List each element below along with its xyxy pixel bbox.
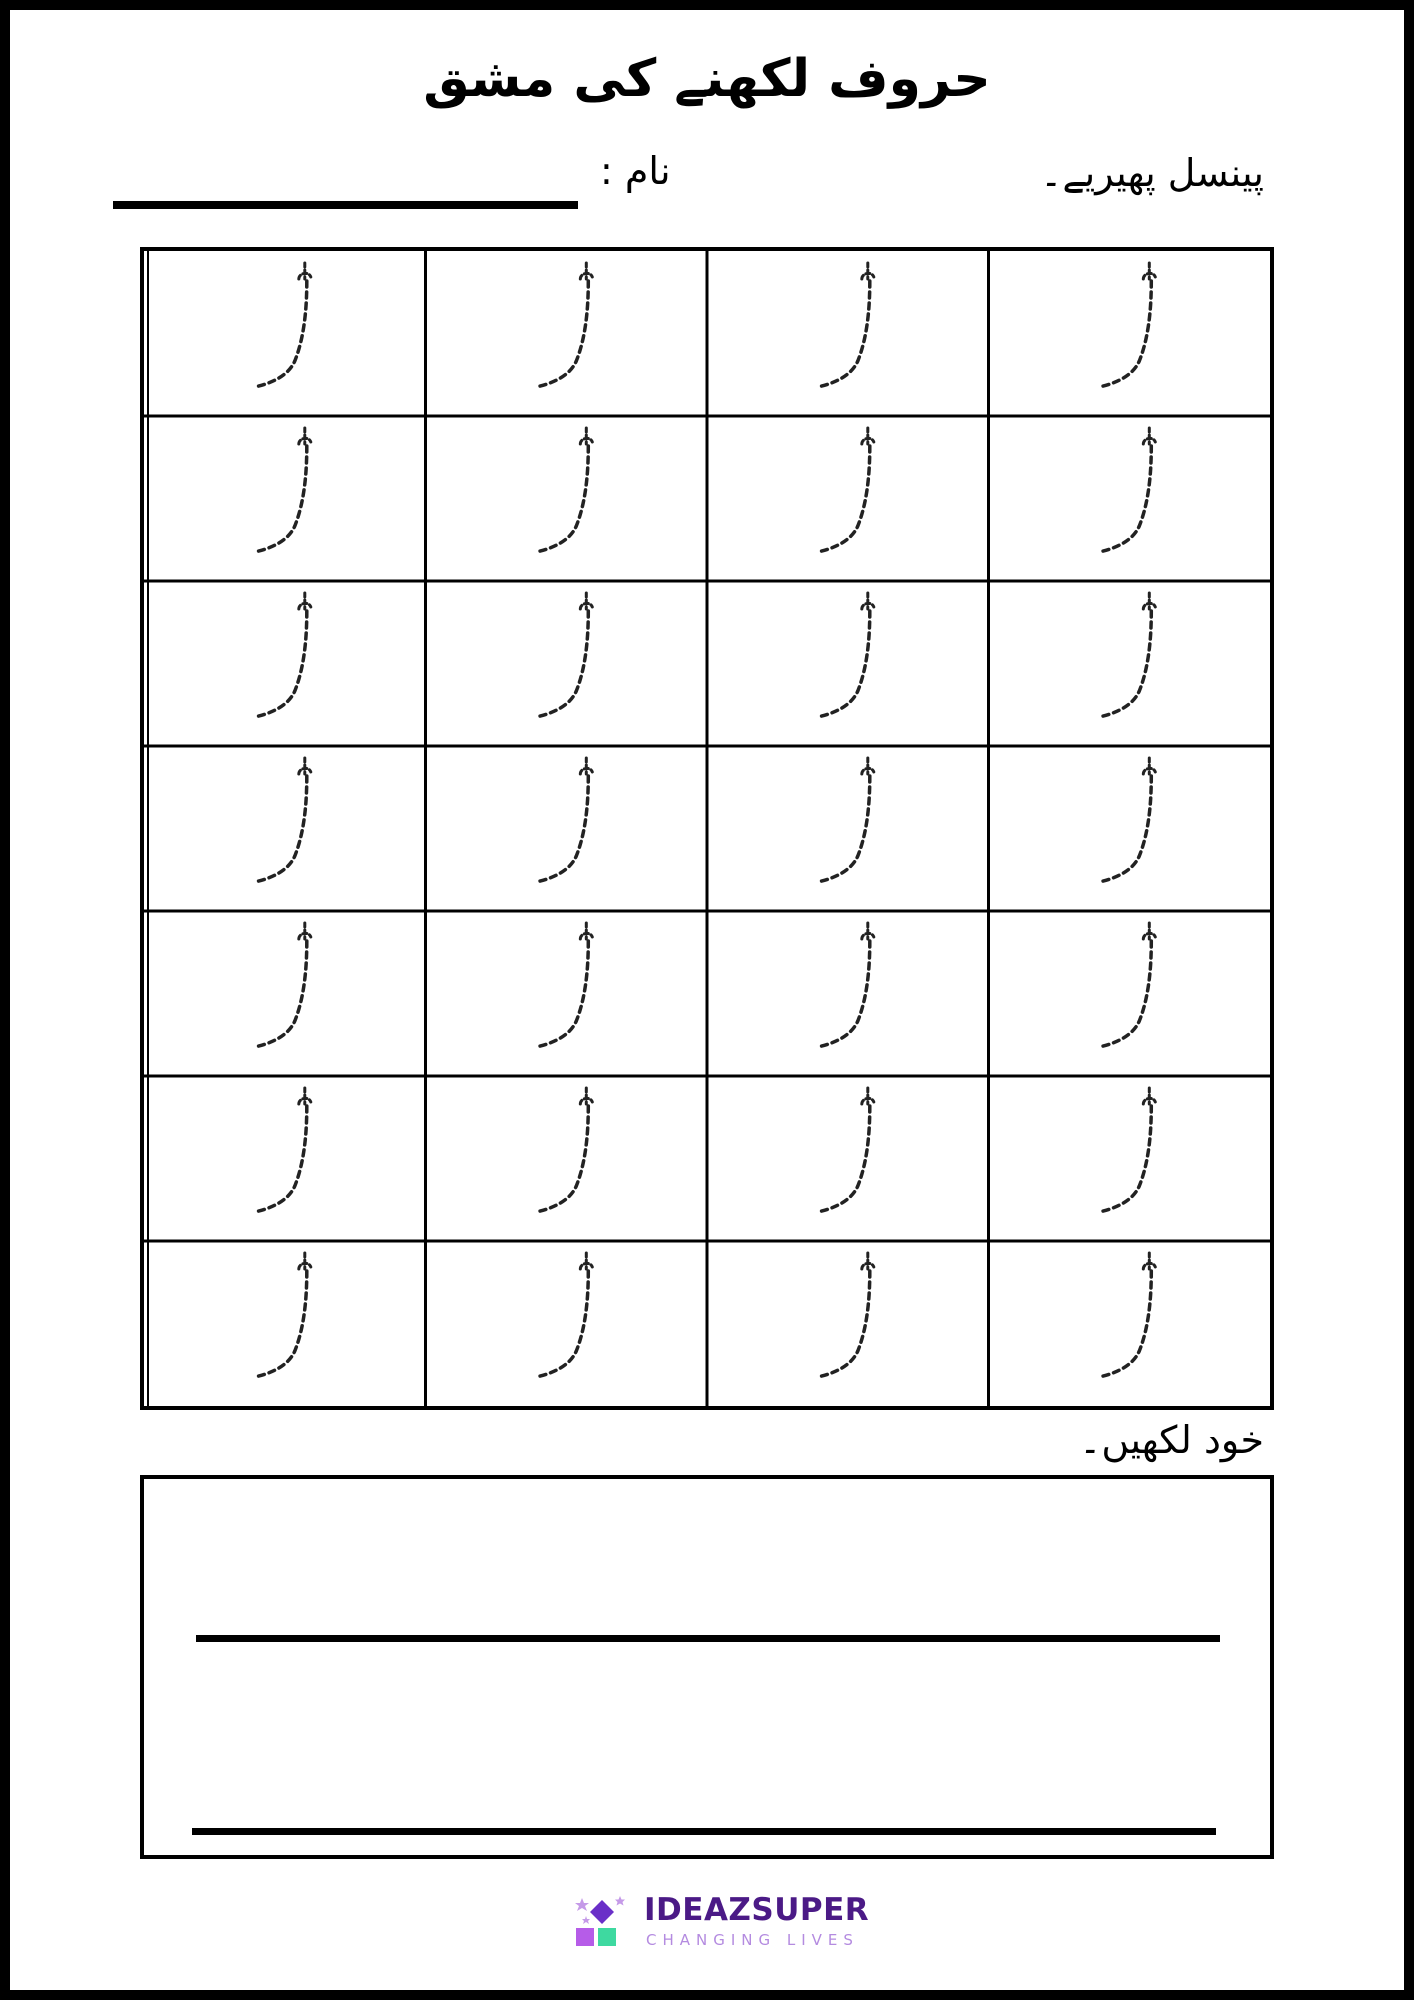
traced-letter [255, 1253, 311, 1377]
traced-letter [536, 1253, 592, 1377]
letter-toe-mark [1143, 1088, 1155, 1104]
letter-toe-mark [580, 923, 592, 939]
traced-letter [818, 1088, 874, 1212]
worksheet-page [10, 10, 1404, 1990]
traced-letter [255, 428, 311, 552]
traced-letter [1099, 263, 1155, 387]
page-title: حروف لکھنے کی مشق [423, 49, 991, 109]
letter-toe-mark [1143, 758, 1155, 774]
letter-stroke [818, 446, 870, 552]
letter-stroke [1099, 941, 1151, 1047]
letter-toe-mark [299, 923, 311, 939]
letter-stroke [536, 941, 588, 1047]
traced-letter [536, 428, 592, 552]
letter-stroke [818, 611, 870, 717]
letter-stroke [818, 776, 870, 882]
letter-stroke [255, 281, 307, 387]
brand-name: IDEAZSUPER [644, 1892, 870, 1928]
traced-letter [255, 923, 311, 1047]
traced-letter [818, 593, 874, 717]
letter-toe-mark [299, 1253, 311, 1269]
write-instruction: خود لکھیں۔ [1079, 1418, 1264, 1462]
letter-toe-mark [1143, 593, 1155, 609]
letter-toe-mark [1143, 923, 1155, 939]
letter-toe-mark [580, 1088, 592, 1104]
brand-logo [572, 1890, 872, 1960]
letter-toe-mark [1143, 263, 1155, 279]
traced-letter [1099, 428, 1155, 552]
letter-toe-mark [299, 1088, 311, 1104]
letter-toe-mark [580, 1253, 592, 1269]
traced-letter [818, 923, 874, 1047]
letter-stroke [536, 1271, 588, 1377]
letter-stroke [1099, 446, 1151, 552]
letter-toe-mark [862, 1253, 874, 1269]
letter-stroke [255, 1106, 307, 1212]
traced-letter [255, 593, 311, 717]
letter-stroke [255, 446, 307, 552]
letter-toe-mark [299, 263, 311, 279]
traced-letter [1099, 923, 1155, 1047]
letter-stroke [1099, 611, 1151, 717]
brand-tagline: CHANGING LIVES [646, 1931, 859, 1949]
letter-stroke [1099, 776, 1151, 882]
letter-toe-mark [299, 593, 311, 609]
letter-toe-mark [580, 428, 592, 444]
letter-toe-mark [862, 923, 874, 939]
letter-stroke [255, 1271, 307, 1377]
letter-stroke [1099, 281, 1151, 387]
letter-toe-mark [580, 263, 592, 279]
name-field-line[interactable] [113, 201, 578, 209]
letter-stroke [536, 611, 588, 717]
letter-stroke [818, 941, 870, 1047]
name-label: نام : [600, 149, 671, 193]
letter-toe-mark [862, 758, 874, 774]
letter-stroke [536, 281, 588, 387]
traced-letter [1099, 593, 1155, 717]
traced-letter [255, 263, 311, 387]
traced-letter [255, 758, 311, 882]
letter-toe-mark [299, 758, 311, 774]
letter-stroke [255, 941, 307, 1047]
traced-letter [536, 1088, 592, 1212]
tracing-grid-drawing [144, 251, 1270, 1406]
traced-letter [536, 758, 592, 882]
letter-toe-mark [580, 758, 592, 774]
letter-stroke [1099, 1271, 1151, 1377]
traced-letter [536, 923, 592, 1047]
traced-letter [255, 1088, 311, 1212]
letter-stroke [536, 446, 588, 552]
letter-toe-mark [1143, 1253, 1155, 1269]
writing-box[interactable] [140, 1475, 1274, 1859]
writing-line [192, 1828, 1216, 1835]
letter-stroke [536, 1106, 588, 1212]
traced-letter [1099, 758, 1155, 882]
traced-letter [536, 263, 592, 387]
letter-stroke [255, 776, 307, 882]
letter-toe-mark [862, 593, 874, 609]
logo-mark-icon [572, 1890, 642, 1960]
letter-stroke [536, 776, 588, 882]
traced-letter [1099, 1253, 1155, 1377]
letter-stroke [818, 1106, 870, 1212]
tracing-grid [140, 247, 1274, 1410]
traced-letter [818, 758, 874, 882]
letter-toe-mark [299, 428, 311, 444]
traced-letter [818, 428, 874, 552]
letter-toe-mark [1143, 428, 1155, 444]
letter-toe-mark [862, 263, 874, 279]
traced-letter [536, 593, 592, 717]
letter-stroke [818, 281, 870, 387]
traced-letter [818, 263, 874, 387]
letter-stroke [1099, 1106, 1151, 1212]
letter-stroke [818, 1271, 870, 1377]
writing-line [196, 1635, 1220, 1642]
letter-toe-mark [862, 428, 874, 444]
letter-toe-mark [862, 1088, 874, 1104]
trace-instruction: پینسل پھیریے۔ [1040, 151, 1264, 195]
traced-letter [818, 1253, 874, 1377]
letter-stroke [255, 611, 307, 717]
traced-letter [1099, 1088, 1155, 1212]
letter-toe-mark [580, 593, 592, 609]
